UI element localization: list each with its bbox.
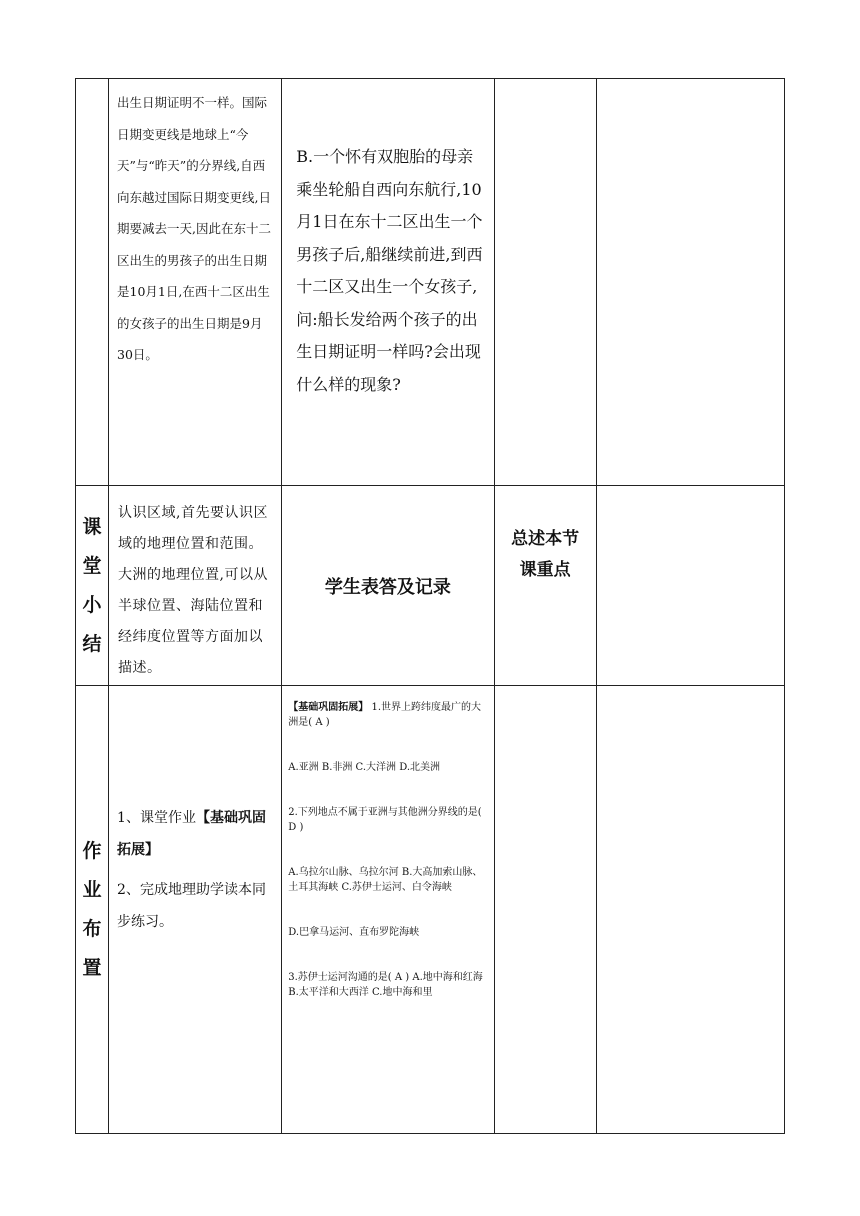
header-char: 结 xyxy=(82,632,102,655)
exercise-heading: 【基础巩固拓展】 xyxy=(288,702,369,713)
table-row xyxy=(76,686,785,1134)
exercise-options: A.乌拉尔山脉、乌拉尔河 B.大高加索山脉、土耳其海峡 C.苏伊士运河、白令海峡 xyxy=(288,867,483,893)
question-text: B.一个怀有双胞胎的母亲乘坐轮船自西向东航行,10月1日在东十二区出生一个男孩子后,船继续前进,到西十二区又出生一个女孩子,问:船长发给两个孩子的出生日期证明一样吗?会出现什么样的现象? xyxy=(282,79,494,486)
homework-item: 2、完成地理助学读本同步练习。 xyxy=(117,882,266,930)
exercise-list xyxy=(282,686,494,1134)
summary-header xyxy=(76,486,109,686)
row-header-cell xyxy=(76,79,109,486)
exercise-q1 xyxy=(288,700,487,730)
homework-header xyxy=(76,686,109,1134)
exercise-question: 3.苏伊士运河沟通的是( A ) A.地中海和红海 B.太平洋和大西洋 C.地中海和里 xyxy=(288,972,483,998)
header-char: 作 xyxy=(82,839,102,862)
header-char: 置 xyxy=(82,956,102,979)
explanation-text: 出生日期证明不一样。国际日期变更线是地球上“今天”与“昨天”的分界线,自西向东越过国际日期变更线,日期要减去一天,因此在东十二区出生的男孩子的出生日期是10月1日,在西十二区出生的女孩子的出生日期是9月30日。 xyxy=(109,79,282,486)
exercise-options: A.亚洲 B.非洲 C.大洋洲 D.北美洲 xyxy=(288,762,441,773)
empty-cell xyxy=(596,486,784,686)
lesson-plan-table xyxy=(75,78,785,1134)
homework-item-bold: 【基础巩固拓展】 xyxy=(117,810,266,858)
empty-cell xyxy=(494,686,596,1134)
header-char: 布 xyxy=(82,917,102,940)
empty-cell xyxy=(596,686,784,1134)
exercise-options: D.巴拿马运河、直布罗陀海峡 xyxy=(288,927,420,938)
key-points-line: 课重点 xyxy=(519,560,571,580)
table-row xyxy=(76,79,785,486)
exercise-question: 2.下列地点不属于亚洲与其他洲分界线的是( D ) xyxy=(288,807,482,833)
header-char: 小 xyxy=(82,593,102,616)
homework-item xyxy=(117,802,275,866)
header-char: 堂 xyxy=(82,554,102,577)
table-row xyxy=(76,486,785,686)
summary-text: 认识区域,首先要认识区域的地理位置和范围。大洲的地理位置,可以从半球位置、海陆位置和经纬度位置等方面加以描述。 xyxy=(109,486,282,686)
header-char: 课 xyxy=(82,515,102,538)
key-points-label xyxy=(494,486,596,686)
header-char: 业 xyxy=(82,878,102,901)
empty-cell xyxy=(494,79,596,486)
student-record-label: 学生表答及记录 xyxy=(282,486,494,686)
homework-item-text: 1、课堂作业 xyxy=(117,810,196,826)
exercise-question: 1.世界上跨纬度最广的大洲是( A ) xyxy=(288,702,481,728)
key-points-line: 总述本节 xyxy=(511,529,580,549)
empty-cell xyxy=(596,79,784,486)
homework-list xyxy=(109,686,282,1134)
